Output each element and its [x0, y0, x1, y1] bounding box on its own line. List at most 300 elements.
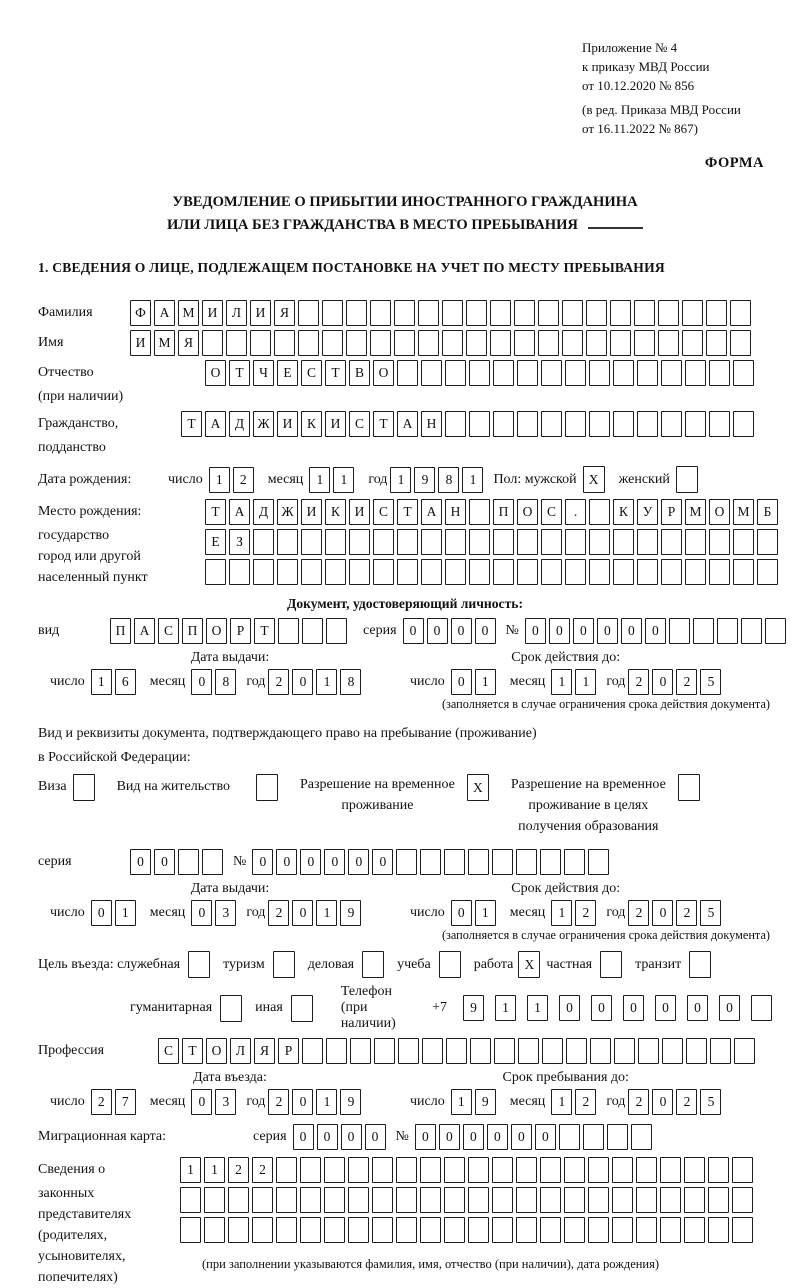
char-cell[interactable]	[709, 411, 730, 437]
char-cell[interactable]	[373, 559, 394, 585]
char-cell[interactable]	[693, 618, 714, 644]
char-cell[interactable]	[444, 1187, 465, 1213]
char-cell[interactable]	[661, 411, 682, 437]
char-cell[interactable]	[492, 1157, 513, 1183]
char-cell[interactable]: 1	[475, 669, 496, 695]
char-cell[interactable]	[418, 300, 439, 326]
char-cell[interactable]	[325, 529, 346, 555]
char-cell[interactable]	[540, 1157, 561, 1183]
char-cell[interactable]	[734, 1038, 755, 1064]
char-cell[interactable]: 0	[317, 1124, 338, 1150]
char-cell[interactable]	[277, 559, 298, 585]
char-cell[interactable]: С	[158, 618, 179, 644]
char-cell[interactable]	[325, 559, 346, 585]
char-cell[interactable]: 9	[340, 900, 361, 926]
char-cell[interactable]	[583, 1124, 604, 1150]
char-cell[interactable]: 1	[115, 900, 136, 926]
char-cell[interactable]: И	[277, 411, 298, 437]
char-cell[interactable]	[445, 559, 466, 585]
char-cell[interactable]: 0	[451, 900, 472, 926]
char-cell[interactable]: Б	[757, 499, 778, 525]
char-cell[interactable]	[765, 618, 786, 644]
char-cell[interactable]: П	[182, 618, 203, 644]
char-cell[interactable]: А	[134, 618, 155, 644]
char-cell[interactable]	[445, 529, 466, 555]
char-cell[interactable]	[322, 300, 343, 326]
char-cell[interactable]	[490, 300, 511, 326]
char-cell[interactable]: 1	[316, 900, 337, 926]
char-cell[interactable]	[631, 1124, 652, 1150]
char-cell[interactable]: 0	[597, 618, 618, 644]
char-cell[interactable]: 2	[628, 1089, 649, 1115]
char-cell[interactable]: 2	[268, 669, 289, 695]
char-cell[interactable]	[444, 1217, 465, 1243]
char-cell[interactable]	[662, 1038, 683, 1064]
char-cell[interactable]: З	[229, 529, 250, 555]
char-cell[interactable]	[637, 559, 658, 585]
char-cell[interactable]	[469, 499, 490, 525]
char-cell[interactable]	[444, 849, 465, 875]
char-cell[interactable]	[470, 1038, 491, 1064]
char-cell[interactable]: И	[250, 300, 271, 326]
char-cell[interactable]	[253, 559, 274, 585]
char-cell[interactable]	[373, 529, 394, 555]
char-cell[interactable]	[397, 529, 418, 555]
char-cell[interactable]: Р	[278, 1038, 299, 1064]
char-cell[interactable]	[710, 1038, 731, 1064]
char-cell[interactable]	[348, 1217, 369, 1243]
char-cell[interactable]	[252, 1217, 273, 1243]
char-cell[interactable]: 2	[268, 900, 289, 926]
char-cell[interactable]	[741, 618, 762, 644]
char-cell[interactable]: 0	[573, 618, 594, 644]
char-cell[interactable]	[516, 1217, 537, 1243]
char-cell[interactable]	[370, 330, 391, 356]
char-cell[interactable]	[420, 849, 441, 875]
char-cell[interactable]	[300, 1217, 321, 1243]
char-cell[interactable]: 0	[292, 1089, 313, 1115]
char-cell[interactable]	[326, 1038, 347, 1064]
char-cell[interactable]	[541, 529, 562, 555]
char-cell[interactable]: 1	[333, 467, 354, 493]
char-cell[interactable]	[446, 1038, 467, 1064]
char-cell[interactable]	[613, 559, 634, 585]
char-cell[interactable]	[661, 529, 682, 555]
char-cell[interactable]	[326, 618, 347, 644]
char-cell[interactable]	[300, 1157, 321, 1183]
char-cell[interactable]: 0	[719, 995, 740, 1021]
char-cell[interactable]	[708, 1157, 729, 1183]
char-cell[interactable]: С	[158, 1038, 179, 1064]
char-cell[interactable]	[422, 1038, 443, 1064]
char-cell[interactable]: И	[130, 330, 151, 356]
char-cell[interactable]: Д	[229, 411, 250, 437]
char-cell[interactable]: 0	[276, 849, 297, 875]
char-cell[interactable]	[682, 300, 703, 326]
char-cell[interactable]: 1	[204, 1157, 225, 1183]
char-cell[interactable]: 2	[268, 1089, 289, 1115]
char-cell[interactable]	[397, 559, 418, 585]
char-cell[interactable]: И	[325, 411, 346, 437]
char-cell[interactable]: С	[541, 499, 562, 525]
char-cell[interactable]	[684, 1217, 705, 1243]
char-cell[interactable]	[730, 330, 751, 356]
purpose-gumanitarnaya-checkbox[interactable]	[220, 995, 242, 1022]
char-cell[interactable]	[590, 1038, 611, 1064]
char-cell[interactable]: 0	[559, 995, 580, 1021]
char-cell[interactable]	[564, 1217, 585, 1243]
char-cell[interactable]: Т	[397, 499, 418, 525]
char-cell[interactable]: 0	[652, 1089, 673, 1115]
char-cell[interactable]: К	[301, 411, 322, 437]
char-cell[interactable]	[518, 1038, 539, 1064]
char-cell[interactable]	[733, 411, 754, 437]
char-cell[interactable]: 0	[341, 1124, 362, 1150]
char-cell[interactable]: 1	[91, 669, 112, 695]
char-cell[interactable]: 0	[365, 1124, 386, 1150]
char-cell[interactable]	[517, 360, 538, 386]
char-cell[interactable]: П	[110, 618, 131, 644]
char-cell[interactable]	[493, 411, 514, 437]
char-cell[interactable]	[298, 300, 319, 326]
char-cell[interactable]	[445, 360, 466, 386]
char-cell[interactable]	[757, 529, 778, 555]
char-cell[interactable]	[396, 1187, 417, 1213]
char-cell[interactable]: Ф	[130, 300, 151, 326]
char-cell[interactable]	[300, 1187, 321, 1213]
char-cell[interactable]: 3	[215, 1089, 236, 1115]
char-cell[interactable]: 1	[495, 995, 516, 1021]
char-cell[interactable]	[540, 1217, 561, 1243]
char-cell[interactable]	[589, 559, 610, 585]
char-cell[interactable]	[684, 1157, 705, 1183]
char-cell[interactable]: 0	[591, 995, 612, 1021]
char-cell[interactable]	[394, 330, 415, 356]
char-cell[interactable]: 0	[535, 1124, 556, 1150]
char-cell[interactable]	[559, 1124, 580, 1150]
char-cell[interactable]	[538, 330, 559, 356]
char-cell[interactable]: 1	[551, 1089, 572, 1115]
char-cell[interactable]: 0	[511, 1124, 532, 1150]
char-cell[interactable]: 0	[652, 900, 673, 926]
edu-permit-checkbox[interactable]	[678, 774, 700, 801]
char-cell[interactable]: Н	[445, 499, 466, 525]
char-cell[interactable]	[709, 529, 730, 555]
char-cell[interactable]	[298, 330, 319, 356]
char-cell[interactable]: 0	[252, 849, 273, 875]
char-cell[interactable]	[370, 300, 391, 326]
char-cell[interactable]: Ж	[253, 411, 274, 437]
char-cell[interactable]	[180, 1187, 201, 1213]
char-cell[interactable]: О	[709, 499, 730, 525]
char-cell[interactable]: 1	[475, 900, 496, 926]
char-cell[interactable]	[613, 411, 634, 437]
char-cell[interactable]	[493, 559, 514, 585]
char-cell[interactable]: 0	[451, 669, 472, 695]
char-cell[interactable]	[614, 1038, 635, 1064]
char-cell[interactable]: П	[493, 499, 514, 525]
char-cell[interactable]: 0	[130, 849, 151, 875]
char-cell[interactable]: М	[685, 499, 706, 525]
char-cell[interactable]	[276, 1217, 297, 1243]
char-cell[interactable]	[418, 330, 439, 356]
char-cell[interactable]: А	[421, 499, 442, 525]
char-cell[interactable]	[565, 559, 586, 585]
char-cell[interactable]	[372, 1217, 393, 1243]
char-cell[interactable]: 2	[252, 1157, 273, 1183]
char-cell[interactable]	[228, 1217, 249, 1243]
char-cell[interactable]: 5	[700, 900, 721, 926]
char-cell[interactable]	[514, 300, 535, 326]
char-cell[interactable]: 1	[180, 1157, 201, 1183]
char-cell[interactable]: Т	[373, 411, 394, 437]
char-cell[interactable]	[421, 360, 442, 386]
purpose-turizm-checkbox[interactable]	[273, 951, 295, 978]
char-cell[interactable]	[517, 411, 538, 437]
char-cell[interactable]	[442, 300, 463, 326]
char-cell[interactable]: А	[397, 411, 418, 437]
char-cell[interactable]: И	[202, 300, 223, 326]
char-cell[interactable]	[589, 360, 610, 386]
char-cell[interactable]: 0	[451, 618, 472, 644]
char-cell[interactable]	[706, 300, 727, 326]
char-cell[interactable]	[732, 1217, 753, 1243]
char-cell[interactable]	[538, 300, 559, 326]
char-cell[interactable]: 1	[316, 669, 337, 695]
purpose-tranzit-checkbox[interactable]	[689, 951, 711, 978]
char-cell[interactable]	[420, 1217, 441, 1243]
char-cell[interactable]	[733, 360, 754, 386]
char-cell[interactable]: 0	[652, 669, 673, 695]
char-cell[interactable]: 9	[463, 995, 484, 1021]
char-cell[interactable]: Т	[254, 618, 275, 644]
char-cell[interactable]: 0	[403, 618, 424, 644]
char-cell[interactable]	[685, 360, 706, 386]
char-cell[interactable]	[636, 1157, 657, 1183]
char-cell[interactable]	[686, 1038, 707, 1064]
char-cell[interactable]: А	[205, 411, 226, 437]
char-cell[interactable]: О	[206, 618, 227, 644]
char-cell[interactable]	[202, 849, 223, 875]
char-cell[interactable]: 8	[215, 669, 236, 695]
char-cell[interactable]	[324, 1217, 345, 1243]
char-cell[interactable]	[660, 1217, 681, 1243]
char-cell[interactable]	[565, 529, 586, 555]
char-cell[interactable]	[660, 1157, 681, 1183]
char-cell[interactable]	[709, 559, 730, 585]
char-cell[interactable]: 0	[525, 618, 546, 644]
char-cell[interactable]	[588, 1157, 609, 1183]
gender-female-checkbox[interactable]	[676, 466, 698, 493]
char-cell[interactable]: 0	[348, 849, 369, 875]
char-cell[interactable]: Т	[229, 360, 250, 386]
char-cell[interactable]	[493, 529, 514, 555]
char-cell[interactable]: 0	[487, 1124, 508, 1150]
char-cell[interactable]: 0	[655, 995, 676, 1021]
char-cell[interactable]	[301, 559, 322, 585]
char-cell[interactable]	[565, 360, 586, 386]
char-cell[interactable]	[350, 1038, 371, 1064]
char-cell[interactable]: Р	[661, 499, 682, 525]
char-cell[interactable]: Ч	[253, 360, 274, 386]
char-cell[interactable]	[348, 1187, 369, 1213]
char-cell[interactable]: 0	[191, 669, 212, 695]
char-cell[interactable]	[540, 1187, 561, 1213]
char-cell[interactable]: Т	[182, 1038, 203, 1064]
char-cell[interactable]: 2	[228, 1157, 249, 1183]
char-cell[interactable]	[708, 1187, 729, 1213]
char-cell[interactable]	[468, 849, 489, 875]
char-cell[interactable]	[276, 1187, 297, 1213]
char-cell[interactable]: 2	[91, 1089, 112, 1115]
char-cell[interactable]: 1	[451, 1089, 472, 1115]
char-cell[interactable]: 8	[340, 669, 361, 695]
char-cell[interactable]: М	[178, 300, 199, 326]
char-cell[interactable]: 0	[623, 995, 644, 1021]
char-cell[interactable]	[669, 618, 690, 644]
char-cell[interactable]: .	[565, 499, 586, 525]
char-cell[interactable]: Т	[205, 499, 226, 525]
char-cell[interactable]	[349, 529, 370, 555]
char-cell[interactable]	[398, 1038, 419, 1064]
purpose-sluzhebnaya-checkbox[interactable]	[188, 951, 210, 978]
char-cell[interactable]	[302, 618, 323, 644]
char-cell[interactable]: Л	[226, 300, 247, 326]
char-cell[interactable]: 9	[475, 1089, 496, 1115]
char-cell[interactable]	[564, 1157, 585, 1183]
temp-permit-checkbox[interactable]: X	[467, 774, 489, 801]
char-cell[interactable]	[634, 330, 655, 356]
char-cell[interactable]	[637, 360, 658, 386]
char-cell[interactable]	[372, 1187, 393, 1213]
char-cell[interactable]: О	[373, 360, 394, 386]
char-cell[interactable]	[228, 1187, 249, 1213]
visa-checkbox[interactable]	[73, 774, 95, 801]
char-cell[interactable]	[469, 529, 490, 555]
char-cell[interactable]: 2	[676, 669, 697, 695]
char-cell[interactable]	[348, 1157, 369, 1183]
char-cell[interactable]: 0	[372, 849, 393, 875]
char-cell[interactable]	[253, 529, 274, 555]
char-cell[interactable]	[682, 330, 703, 356]
char-cell[interactable]: 0	[91, 900, 112, 926]
char-cell[interactable]: 0	[439, 1124, 460, 1150]
char-cell[interactable]	[274, 330, 295, 356]
char-cell[interactable]	[468, 1157, 489, 1183]
char-cell[interactable]: 1	[551, 900, 572, 926]
char-cell[interactable]	[372, 1157, 393, 1183]
char-cell[interactable]: И	[349, 499, 370, 525]
char-cell[interactable]	[610, 300, 631, 326]
char-cell[interactable]	[278, 618, 299, 644]
char-cell[interactable]: 0	[300, 849, 321, 875]
char-cell[interactable]	[490, 330, 511, 356]
char-cell[interactable]	[469, 411, 490, 437]
char-cell[interactable]	[732, 1157, 753, 1183]
char-cell[interactable]	[733, 559, 754, 585]
char-cell[interactable]: 0	[549, 618, 570, 644]
char-cell[interactable]	[588, 1217, 609, 1243]
char-cell[interactable]	[658, 300, 679, 326]
char-cell[interactable]	[178, 849, 199, 875]
char-cell[interactable]	[564, 849, 585, 875]
gender-male-checkbox[interactable]: X	[583, 466, 605, 493]
char-cell[interactable]	[516, 849, 537, 875]
char-cell[interactable]: 0	[191, 1089, 212, 1115]
char-cell[interactable]	[420, 1187, 441, 1213]
char-cell[interactable]	[516, 1157, 537, 1183]
char-cell[interactable]: 9	[340, 1089, 361, 1115]
char-cell[interactable]	[612, 1187, 633, 1213]
char-cell[interactable]: 1	[390, 467, 411, 493]
char-cell[interactable]	[421, 529, 442, 555]
char-cell[interactable]	[709, 360, 730, 386]
char-cell[interactable]	[445, 411, 466, 437]
char-cell[interactable]: 1	[209, 467, 230, 493]
char-cell[interactable]	[442, 330, 463, 356]
char-cell[interactable]	[468, 1217, 489, 1243]
char-cell[interactable]	[516, 1187, 537, 1213]
char-cell[interactable]	[589, 499, 610, 525]
char-cell[interactable]	[660, 1187, 681, 1213]
char-cell[interactable]: 1	[575, 669, 596, 695]
char-cell[interactable]	[613, 529, 634, 555]
char-cell[interactable]	[493, 360, 514, 386]
purpose-chastnaya-checkbox[interactable]	[600, 951, 622, 978]
char-cell[interactable]	[324, 1187, 345, 1213]
char-cell[interactable]: 0	[621, 618, 642, 644]
char-cell[interactable]	[685, 559, 706, 585]
char-cell[interactable]: 0	[292, 900, 313, 926]
char-cell[interactable]: У	[637, 499, 658, 525]
char-cell[interactable]: Е	[205, 529, 226, 555]
char-cell[interactable]: К	[613, 499, 634, 525]
char-cell[interactable]	[541, 360, 562, 386]
char-cell[interactable]	[588, 1187, 609, 1213]
purpose-inaya-checkbox[interactable]	[291, 995, 313, 1022]
char-cell[interactable]	[637, 411, 658, 437]
purpose-rabota-checkbox[interactable]: X	[518, 951, 540, 978]
char-cell[interactable]	[494, 1038, 515, 1064]
char-cell[interactable]: 6	[115, 669, 136, 695]
char-cell[interactable]: М	[733, 499, 754, 525]
char-cell[interactable]: 2	[676, 900, 697, 926]
char-cell[interactable]: 2	[628, 669, 649, 695]
char-cell[interactable]	[514, 330, 535, 356]
char-cell[interactable]	[661, 559, 682, 585]
char-cell[interactable]: 7	[115, 1089, 136, 1115]
char-cell[interactable]	[588, 849, 609, 875]
char-cell[interactable]	[613, 360, 634, 386]
char-cell[interactable]: 0	[324, 849, 345, 875]
char-cell[interactable]	[757, 559, 778, 585]
char-cell[interactable]	[466, 300, 487, 326]
char-cell[interactable]	[250, 330, 271, 356]
char-cell[interactable]	[706, 330, 727, 356]
char-cell[interactable]: 1	[527, 995, 548, 1021]
char-cell[interactable]: 0	[427, 618, 448, 644]
purpose-delovaya-checkbox[interactable]	[362, 951, 384, 978]
char-cell[interactable]: 0	[292, 669, 313, 695]
char-cell[interactable]	[542, 1038, 563, 1064]
char-cell[interactable]	[586, 300, 607, 326]
char-cell[interactable]	[634, 300, 655, 326]
char-cell[interactable]: 0	[475, 618, 496, 644]
char-cell[interactable]	[636, 1187, 657, 1213]
char-cell[interactable]	[717, 618, 738, 644]
char-cell[interactable]: 5	[700, 669, 721, 695]
char-cell[interactable]: 8	[438, 467, 459, 493]
